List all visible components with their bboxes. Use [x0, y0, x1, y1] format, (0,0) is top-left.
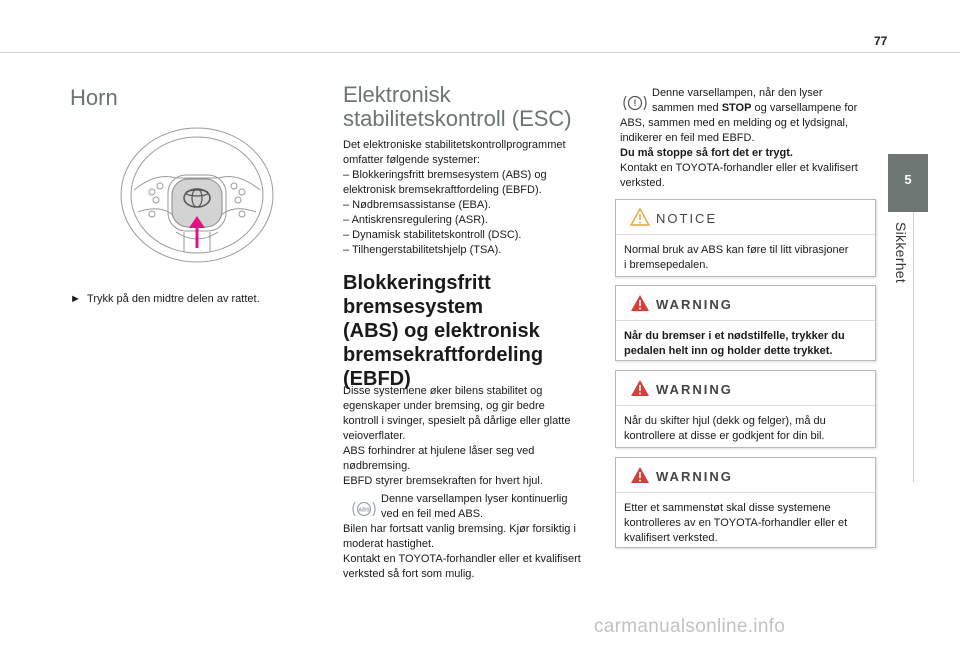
- chapter-number: 5: [904, 172, 912, 187]
- warning-line: Når du bremser i et nødstilfelle, trykker du: [624, 330, 845, 342]
- esc-line: elektronisk bremsekraftfordeling (EBFD).: [343, 184, 542, 196]
- ebfd-line: verksted.: [620, 177, 665, 189]
- abs-lamp-line: Denne varsellampen lyser kontinuerlig: [381, 493, 568, 505]
- esc-line: Det elektroniske stabilitetskontrollprogrammet: [343, 139, 566, 151]
- abs-line: nødbremsing.: [343, 460, 411, 472]
- abs-line: Disse systemene øker bilens stabilitet og: [343, 385, 543, 397]
- notice-header: [616, 200, 875, 235]
- page-number: 77: [874, 34, 888, 48]
- abs-lamp-line: ved en feil med ABS.: [381, 508, 484, 520]
- warning-label: WARNING: [656, 469, 733, 484]
- esc-line: – Tilhengerstabilitetshjelp (TSA).: [343, 244, 502, 256]
- svg-text:ABS: ABS: [358, 507, 370, 514]
- esc-line: – Dynamisk stabilitetskontroll (DSC).: [343, 229, 522, 241]
- warning-line: kontrolleres av en TOYOTA-forhandler eller et: [624, 517, 848, 529]
- abs-lamp-text: [381, 492, 605, 522]
- warning-header: [616, 371, 875, 406]
- esc-heading: [343, 83, 603, 131]
- warning-label: WARNING: [656, 297, 733, 312]
- esc-line: – Blokkeringsfritt bremsesystem (ABS) og: [343, 169, 547, 181]
- abs-heading-line: Blokkeringsfritt: [343, 272, 491, 294]
- warning-label: WARNING: [656, 382, 733, 397]
- horn-instruction: [70, 292, 260, 307]
- brake-lamp-text: [652, 86, 882, 116]
- esc-line: – Antiskrensregulering (ASR).: [343, 214, 488, 226]
- stop-label: STOP: [721, 102, 752, 114]
- svg-text:!: !: [633, 98, 637, 108]
- warning-box-collision: [615, 457, 876, 548]
- text-fragment: og varsellampene for: [751, 102, 858, 114]
- abs-heading-line: (ABS) og elektronisk: [343, 320, 540, 342]
- chapter-tab[interactable]: [888, 154, 928, 212]
- abs-line: ABS forhindrer at hjulene låser seg ved: [343, 445, 535, 457]
- esc-line: omfatter følgende systemer:: [343, 154, 480, 166]
- notice-box: [615, 199, 876, 277]
- esc-heading-line2: stabilitetskontroll (ESC): [343, 106, 572, 131]
- ebfd-line: indikerer en feil med EBFD.: [620, 132, 755, 144]
- brake-warning-lamp-icon: [622, 93, 648, 113]
- bullet-icon: ►: [70, 293, 81, 305]
- abs-line: veioverflater.: [343, 430, 406, 442]
- brake-lamp-line: Denne varsellampen, når den lyser: [652, 87, 823, 99]
- warning-body: [616, 493, 875, 554]
- warning-body: [616, 406, 875, 452]
- warning-line: kvalifisert verksted.: [624, 532, 718, 544]
- side-rule: [913, 212, 914, 482]
- watermark: carmanualsonline.info: [594, 616, 786, 637]
- abs-line: verksted så fort som mulig.: [343, 568, 475, 580]
- warning-box-wheel-change: [615, 370, 876, 448]
- notice-line: i bremsepedalen.: [624, 259, 709, 271]
- ebfd-line: ABS, sammen med en melding og et lydsignal,: [620, 117, 849, 129]
- warning-header: [616, 286, 875, 321]
- abs-line: kontroll i svinger, spesielt på dårlige eller glatte: [343, 415, 571, 427]
- notice-body: [616, 235, 875, 281]
- abs-line: Kontakt en TOYOTA-forhandler eller et kvalifisert: [343, 553, 581, 565]
- warning-body: [616, 321, 875, 367]
- abs-heading-line: bremsesystem: [343, 296, 484, 318]
- steering-wheel-illustration: [116, 120, 278, 270]
- warning-line: Når du skifter hjul (dekk og felger), må du: [624, 415, 826, 427]
- horn-heading: Horn: [70, 85, 118, 110]
- abs-line: egenskaper under bremsing, og gir bedre: [343, 400, 545, 412]
- header-rule: [0, 52, 960, 53]
- warning-line: Etter et sammenstøt skal disse systemene: [624, 502, 831, 514]
- abs-heading-line: (EBFD): [343, 368, 411, 390]
- abs-paragraph: [343, 384, 605, 489]
- abs-line: Bilen har fortsatt vanlig bremsing. Kjør forsiktig i: [343, 523, 576, 535]
- warning-line: kontrollere at disse er godkjent for din bil.: [624, 430, 825, 442]
- warning-triangle-icon: [630, 294, 650, 312]
- notice-triangle-icon: [630, 208, 650, 226]
- esc-heading-line1: Elektronisk: [343, 82, 451, 107]
- abs-heading-line: bremsekraftfordeling: [343, 344, 544, 366]
- abs-line: moderat hastighet.: [343, 538, 435, 550]
- notice-line: Normal bruk av ABS kan føre til litt vibrasjoner: [624, 244, 849, 256]
- chapter-label: Sikkerhet: [893, 222, 909, 284]
- abs-line: EBFD styrer bremsekraften for hvert hjul.: [343, 475, 543, 487]
- text-fragment: sammen med: [652, 102, 722, 114]
- warning-box-emergency-braking: [615, 285, 876, 361]
- warning-header: [616, 458, 875, 493]
- brake-lamp-line: [652, 101, 882, 116]
- warning-triangle-icon: [630, 466, 650, 484]
- notice-label: NOTICE: [656, 211, 718, 226]
- abs-warning-lamp-icon: [351, 499, 377, 519]
- horn-instruction-text: Trykk på den midtre delen av rattet.: [87, 293, 260, 305]
- esc-intro: [343, 138, 605, 258]
- warning-triangle-icon: [630, 379, 650, 397]
- abs-heading: [343, 271, 603, 391]
- abs-paragraph-2: [343, 522, 605, 582]
- warning-line: pedalen helt inn og holder dette trykket.: [624, 345, 833, 357]
- ebfd-paragraph: [620, 116, 882, 191]
- ebfd-line: Kontakt en TOYOTA-forhandler eller et kvalifisert: [620, 162, 858, 174]
- stop-instruction: Du må stoppe så fort det er trygt.: [620, 147, 793, 159]
- esc-line: – Nødbremsassistanse (EBA).: [343, 199, 491, 211]
